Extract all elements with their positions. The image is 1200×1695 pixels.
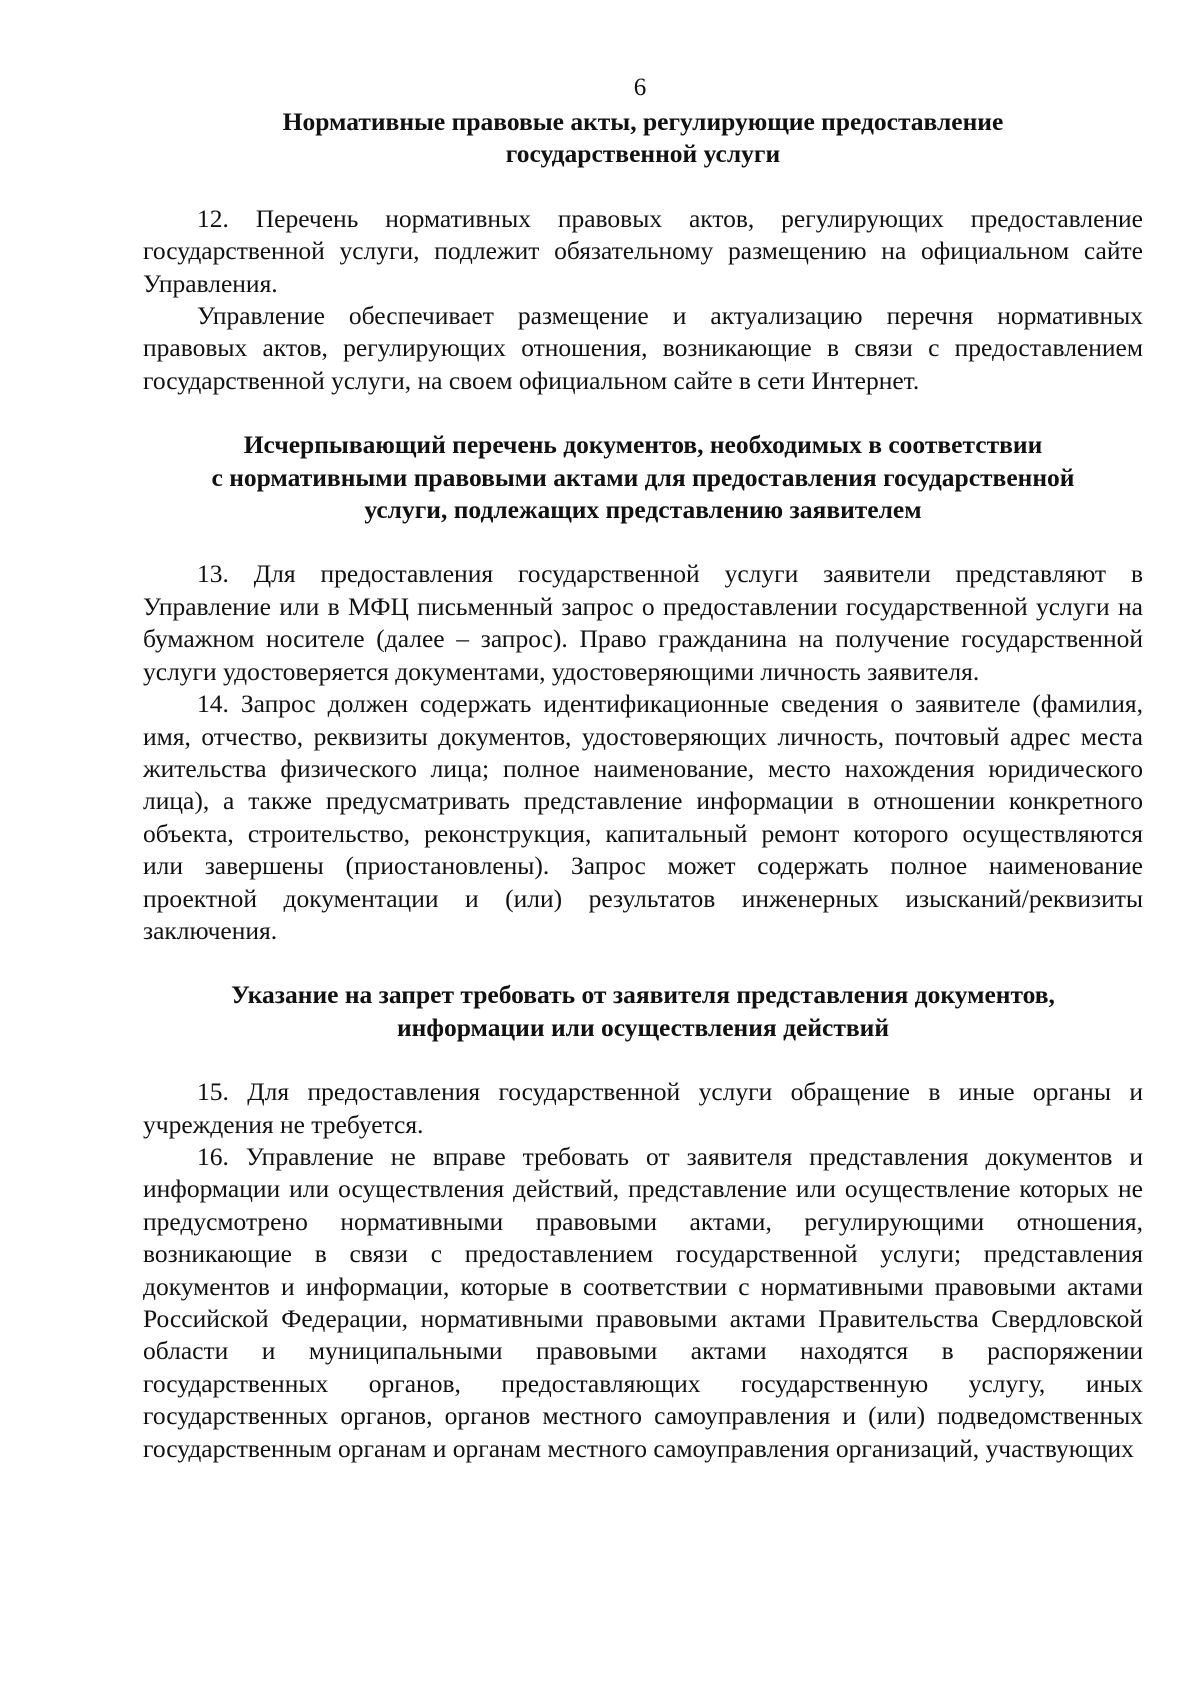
- heading-line: Нормативные правовые акты, регулирующие предоставление: [282, 107, 1004, 136]
- section-heading-legal-acts: [143, 106, 1143, 171]
- paragraph-13: 13. Для предоставления государственной услуги заявители представляют в Управление или в МФЦ письменный запрос о предоставлении государственной услуги на бумажном носителе (далее – запрос). Право гражданина на получение государственной услуги удостоверяется документами, удостоверяющими личность заявителя.: [143, 559, 1143, 686]
- document-body: [143, 106, 1143, 1465]
- section-heading-documents-list: [143, 429, 1143, 526]
- section-heading-prohibition: [143, 979, 1143, 1044]
- paragraph-14: 14. Запрос должен содержать идентификационные сведения о заявителе (фамилия, имя, отчество, реквизиты документов, удостоверяющих личность, почтовый адрес места жительства физического лица; полное наименование, место нахождения юридического лица), а также предусматривать представление информации в отношении конкретного объекта, строительство, реконструкция, капитальный ремонт которого осуществляются или завершены (приостановлены). Запрос может содержать полное наименование проектной документации и (или) результатов инженерных изысканий/реквизиты заключения.: [143, 689, 1143, 945]
- heading-line: государственной услуги: [505, 139, 781, 169]
- heading-line: Исчерпывающий перечень документов, необходимых в соответствии: [243, 430, 1043, 460]
- paragraph-15: 15. Для предоставления государственной услуги обращение в иные органы и учреждения не требуется.: [143, 1077, 1143, 1139]
- paragraph-12: 12. Перечень нормативных правовых актов, регулирующих предоставление государственной услуги, подлежит обязательному размещению на официальном сайте Управления.: [143, 203, 1143, 298]
- heading-line: услуги, подлежащих представлению заявителем: [364, 495, 922, 525]
- paragraph-16: 16. Управление не вправе требовать от заявителя представления документов и информации или осуществления действий, представление или осуществление которых не предусмотрено нормативными правовыми актами, регулирующими отношения, возникающие в связи с предоставлением государственной услуги; представления документов и информации, которые в соответствии с нормативными правовыми актами Российской Федерации, нормативными правовыми актами Правительства Свердловской области и муниципальными правовыми актами находятся в распоряжении государственных органов, предоставляющих государственную услугу, иных государственных органов, органов местного самоуправления и (или) подведомственных государственным органам и органам местного самоуправления организаций, участвующих: [143, 1141, 1143, 1463]
- page-number: 6: [633, 74, 647, 101]
- heading-line: с нормативными правовыми актами для предоставления государственной: [211, 462, 1075, 492]
- paragraph-12-continued: Управление обеспечивает размещение и актуализацию перечня нормативных правовых актов, регулирующих отношения, возникающие в связи с предоставлением государственной услуги, на своем официальном сайте в сети Интернет.: [143, 301, 1143, 395]
- heading-line: информации или осуществления действий: [396, 1012, 890, 1042]
- heading-line: Указание на запрет требовать от заявителя представления документов,: [231, 980, 1055, 1010]
